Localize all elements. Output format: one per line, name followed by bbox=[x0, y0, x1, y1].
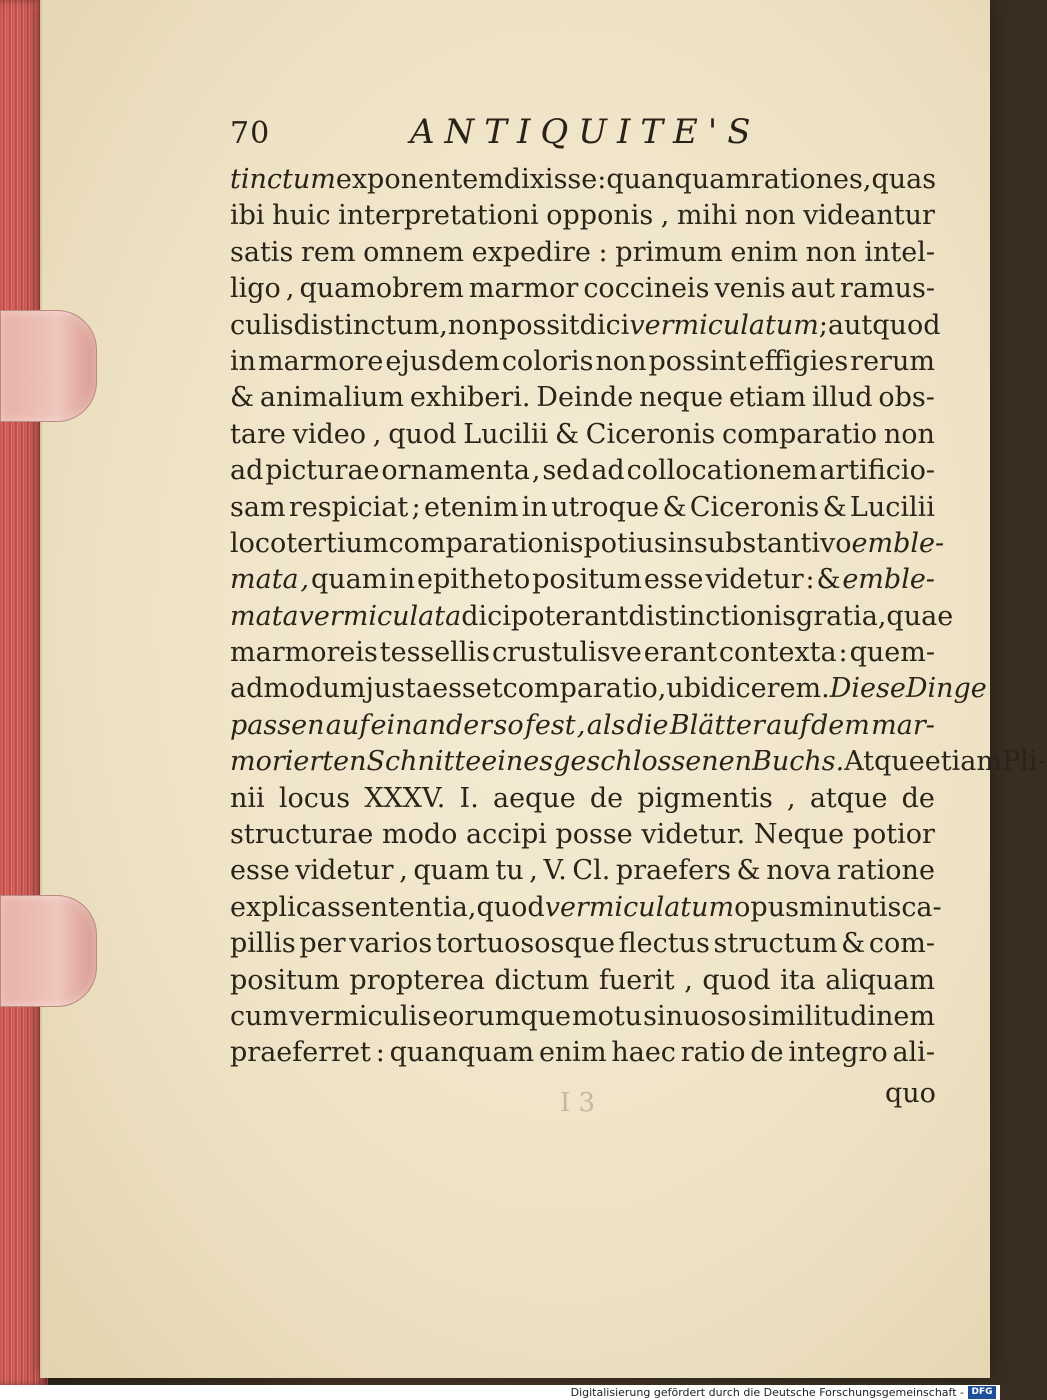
page-clip-bottom bbox=[0, 895, 97, 1007]
word: non bbox=[595, 345, 647, 377]
word: , bbox=[531, 455, 541, 487]
word: : bbox=[597, 164, 607, 195]
text-line bbox=[230, 999, 935, 1035]
word: sam bbox=[230, 491, 286, 523]
word: mar- bbox=[871, 709, 935, 741]
word: ; bbox=[411, 491, 421, 523]
word: rationes bbox=[750, 164, 863, 195]
word: non bbox=[447, 309, 499, 341]
word: , bbox=[862, 164, 872, 195]
word: varios bbox=[349, 928, 433, 960]
word: non bbox=[744, 200, 796, 232]
word: minutis bbox=[798, 891, 902, 923]
word: epitheto bbox=[417, 564, 531, 596]
word: crustulisve bbox=[491, 637, 642, 669]
word: rerum bbox=[850, 345, 935, 377]
word: , bbox=[657, 673, 667, 705]
word: : bbox=[838, 637, 848, 669]
word: ubi bbox=[666, 673, 710, 705]
word: quae bbox=[886, 600, 954, 632]
word: coccineis bbox=[583, 273, 710, 305]
word: distinctum bbox=[293, 309, 440, 341]
word: quas bbox=[871, 164, 937, 195]
word: haec bbox=[611, 1037, 676, 1069]
word: so bbox=[493, 709, 524, 741]
word: atque bbox=[809, 782, 888, 814]
word: fuerit bbox=[598, 964, 675, 996]
word: : bbox=[598, 236, 608, 268]
word: comparationis bbox=[388, 527, 584, 559]
word: & bbox=[816, 564, 841, 596]
word: dicerem. bbox=[709, 673, 830, 705]
word: dictum bbox=[494, 964, 590, 996]
word: V. bbox=[543, 855, 567, 887]
word: , bbox=[684, 964, 693, 996]
word: emble- bbox=[842, 564, 935, 596]
word: vermiculatum bbox=[544, 891, 735, 923]
word: & bbox=[230, 382, 255, 414]
word: tessellis bbox=[379, 637, 491, 669]
text-line bbox=[230, 271, 935, 307]
word: marmore bbox=[258, 345, 384, 377]
word: motu bbox=[572, 1000, 643, 1032]
footer-bar bbox=[0, 1385, 1000, 1400]
word: vermiculatum bbox=[629, 309, 819, 341]
word: tortuososque bbox=[435, 928, 615, 960]
word: quod bbox=[702, 964, 771, 996]
word: loco bbox=[230, 527, 287, 559]
word: artificio- bbox=[819, 455, 935, 487]
word: fest bbox=[524, 709, 576, 741]
word: die bbox=[626, 709, 669, 741]
word: , bbox=[877, 600, 887, 632]
word: ligo bbox=[230, 273, 281, 305]
word: , bbox=[372, 418, 382, 450]
word: poterant bbox=[510, 600, 629, 632]
word: distinctionis bbox=[628, 600, 796, 632]
word: , bbox=[576, 709, 586, 741]
text-line bbox=[230, 963, 935, 999]
word: mata bbox=[230, 600, 299, 632]
word: ibi bbox=[230, 200, 265, 232]
word: nii bbox=[230, 782, 265, 814]
word: possit bbox=[498, 309, 580, 341]
word: vermiculata bbox=[298, 600, 462, 632]
word: quam bbox=[310, 564, 388, 596]
dfg-logo: DFG bbox=[968, 1386, 996, 1399]
running-head: ANTIQUITE'S bbox=[410, 112, 761, 152]
word: & bbox=[822, 491, 847, 523]
text-line bbox=[230, 308, 941, 344]
word: Neque bbox=[753, 819, 845, 851]
word: neque bbox=[639, 382, 724, 414]
word: similitudinem bbox=[747, 1000, 935, 1032]
word: accipi bbox=[465, 819, 547, 851]
text-line bbox=[230, 1035, 935, 1071]
word: comparatio bbox=[502, 673, 658, 705]
text-line bbox=[230, 599, 954, 635]
word: esse bbox=[643, 564, 704, 596]
word: in bbox=[667, 527, 694, 559]
word: einander bbox=[370, 709, 493, 741]
word: dem bbox=[811, 709, 870, 741]
word: Deinde bbox=[536, 382, 634, 414]
word: potius bbox=[583, 527, 668, 559]
word: in bbox=[389, 564, 416, 596]
word: non bbox=[883, 418, 935, 450]
word: animalium bbox=[259, 382, 404, 414]
text-line bbox=[230, 635, 935, 671]
word: cum bbox=[230, 1000, 289, 1032]
word: , bbox=[285, 273, 295, 305]
word: Ciceronis bbox=[689, 491, 820, 523]
word: , bbox=[660, 200, 670, 232]
word: & bbox=[736, 855, 761, 887]
word: opponis bbox=[546, 200, 654, 232]
word: explicas bbox=[230, 891, 341, 923]
word: etenim bbox=[423, 491, 519, 523]
word: mihi bbox=[676, 200, 738, 232]
page-number: 70 bbox=[230, 116, 271, 151]
catchword: quo bbox=[885, 1078, 936, 1109]
footer-credit: Digitalisierung gefördert durch die Deutsche Forschungsgemeinschaft - bbox=[570, 1386, 964, 1399]
word: intel- bbox=[864, 236, 935, 268]
word: , bbox=[787, 782, 796, 814]
word: ornamenta bbox=[381, 455, 530, 487]
word: eines bbox=[481, 746, 554, 778]
word: , bbox=[529, 855, 538, 887]
text-line bbox=[230, 380, 935, 416]
word: marmoreis bbox=[230, 637, 378, 669]
word: eorumque bbox=[432, 1000, 571, 1032]
word: geschlossenen bbox=[553, 746, 753, 778]
signature-mark: I 3 bbox=[560, 1088, 596, 1118]
word: esset bbox=[432, 673, 503, 705]
word: Dinge bbox=[905, 673, 987, 705]
word: in bbox=[521, 491, 548, 523]
word: aut bbox=[827, 309, 873, 341]
word: ; bbox=[818, 309, 828, 341]
word: huic bbox=[272, 200, 331, 232]
text-line bbox=[230, 453, 935, 489]
word: esse bbox=[230, 855, 290, 887]
text-line bbox=[230, 417, 935, 453]
word: Blätter bbox=[669, 709, 765, 741]
word: etiam bbox=[728, 382, 807, 414]
text-line bbox=[230, 744, 1047, 780]
text-line bbox=[230, 235, 935, 271]
word: Cl. bbox=[572, 855, 611, 887]
word: satis bbox=[230, 236, 294, 268]
word: possint bbox=[648, 345, 747, 377]
word: obs- bbox=[878, 382, 935, 414]
word: aeque bbox=[492, 782, 576, 814]
word: Pli- bbox=[1001, 746, 1047, 778]
word: nova bbox=[766, 855, 832, 887]
page-clip-top bbox=[0, 310, 97, 422]
text-line bbox=[230, 708, 935, 744]
word: ca- bbox=[901, 891, 942, 923]
word: structum bbox=[713, 928, 838, 960]
word: erant bbox=[643, 637, 717, 669]
word: ejusdem bbox=[385, 345, 500, 377]
word: als bbox=[586, 709, 626, 741]
text-line bbox=[230, 562, 935, 598]
word: , bbox=[300, 564, 310, 596]
text-line bbox=[230, 490, 935, 526]
word: coloris bbox=[501, 345, 594, 377]
word: quanquam bbox=[606, 164, 751, 195]
word: videantur bbox=[803, 200, 935, 232]
word: non bbox=[805, 236, 857, 268]
word: morierten bbox=[230, 746, 367, 778]
word: sententia bbox=[340, 891, 468, 923]
word: quamobrem bbox=[299, 273, 464, 305]
word: gratia bbox=[795, 600, 878, 632]
word: tinctum bbox=[230, 164, 336, 195]
word: ad bbox=[230, 455, 264, 487]
word: Lucilii bbox=[849, 491, 935, 523]
word: dici bbox=[579, 309, 630, 341]
word: & bbox=[554, 418, 579, 450]
word: opus bbox=[734, 891, 799, 923]
word: ita bbox=[780, 964, 816, 996]
word: ali- bbox=[892, 1037, 935, 1069]
word: per bbox=[299, 928, 346, 960]
word: contexta bbox=[718, 637, 837, 669]
word: video bbox=[292, 418, 367, 450]
page-header bbox=[230, 112, 950, 162]
word: vermiculis bbox=[289, 1000, 432, 1032]
body-text bbox=[230, 162, 1047, 1072]
word: pillis bbox=[230, 928, 296, 960]
word: emble- bbox=[851, 527, 945, 559]
text-line bbox=[230, 162, 935, 198]
word: de bbox=[589, 782, 624, 814]
word: de bbox=[750, 1037, 784, 1069]
word: quanquam bbox=[389, 1037, 535, 1069]
text-line bbox=[230, 926, 935, 962]
word: flectus bbox=[618, 928, 710, 960]
word: structurae bbox=[230, 819, 374, 851]
word: comparatio bbox=[722, 418, 878, 450]
word: videtur. bbox=[641, 819, 746, 851]
word: primum bbox=[615, 236, 723, 268]
word: quod bbox=[476, 891, 545, 923]
text-line bbox=[230, 853, 935, 889]
text-line bbox=[230, 671, 987, 707]
word: admodum bbox=[230, 673, 366, 705]
word: dici bbox=[461, 600, 511, 632]
word: aut bbox=[790, 273, 835, 305]
word: praefers bbox=[615, 855, 731, 887]
word: & bbox=[841, 928, 866, 960]
word: I. bbox=[459, 782, 479, 814]
word: Atque bbox=[844, 746, 925, 778]
word: exponentem bbox=[335, 164, 504, 195]
word: pigmentis bbox=[637, 782, 773, 814]
word: quod bbox=[872, 309, 941, 341]
word: Buchs. bbox=[752, 746, 845, 778]
word: ad bbox=[591, 455, 625, 487]
word: venis bbox=[714, 273, 786, 305]
word: interpretationi bbox=[338, 200, 539, 232]
word: quem- bbox=[849, 637, 935, 669]
word: sinuoso bbox=[643, 1000, 747, 1032]
text-line bbox=[230, 890, 942, 926]
word: Diese bbox=[829, 673, 906, 705]
word: videtur bbox=[705, 564, 804, 596]
word: integro bbox=[788, 1037, 888, 1069]
word: effigies bbox=[748, 345, 849, 377]
word: quam bbox=[413, 855, 490, 887]
word: omnem bbox=[363, 236, 464, 268]
word: enim bbox=[538, 1037, 607, 1069]
word: substantivo bbox=[693, 527, 852, 559]
word: Schnitte bbox=[366, 746, 482, 778]
word: enim bbox=[730, 236, 798, 268]
word: in bbox=[230, 345, 257, 377]
text-line bbox=[230, 526, 945, 562]
word: : bbox=[805, 564, 815, 596]
word: Ciceronis bbox=[585, 418, 716, 450]
word: marmor bbox=[468, 273, 579, 305]
word: sed bbox=[542, 455, 590, 487]
word: mata bbox=[230, 564, 299, 596]
word: aliquam bbox=[825, 964, 935, 996]
word: illud bbox=[811, 382, 873, 414]
word: respiciat bbox=[288, 491, 409, 523]
word: tare bbox=[230, 418, 286, 450]
word: propterea bbox=[349, 964, 485, 996]
word: dixisse bbox=[503, 164, 598, 195]
word: tu bbox=[495, 855, 524, 887]
word: , bbox=[467, 891, 477, 923]
word: videtur bbox=[295, 855, 394, 887]
word: ratio bbox=[680, 1037, 746, 1069]
word: tertium bbox=[286, 527, 389, 559]
word: auf bbox=[325, 709, 370, 741]
word: ramus- bbox=[840, 273, 935, 305]
word: picturae bbox=[265, 455, 380, 487]
word: Lucilii bbox=[463, 418, 549, 450]
word: passen bbox=[230, 709, 325, 741]
word: , bbox=[439, 309, 448, 341]
word: expedire bbox=[471, 236, 591, 268]
word: praeferret bbox=[230, 1037, 371, 1069]
text-line bbox=[230, 344, 935, 380]
word: com- bbox=[868, 928, 935, 960]
word: potior bbox=[852, 819, 935, 851]
word: positum bbox=[230, 964, 340, 996]
word: justa bbox=[365, 673, 433, 705]
word: quod bbox=[388, 418, 457, 450]
word: ratione bbox=[836, 855, 935, 887]
word: exhiberi. bbox=[409, 382, 531, 414]
word: , bbox=[399, 855, 408, 887]
text-line bbox=[230, 198, 935, 234]
word: positum bbox=[532, 564, 642, 596]
word: collocationem bbox=[626, 455, 818, 487]
word: de bbox=[901, 782, 935, 814]
word: auf bbox=[766, 709, 810, 741]
word: modo bbox=[381, 819, 458, 851]
word: locus bbox=[278, 782, 351, 814]
word: etiam bbox=[924, 746, 1002, 778]
word: utroque bbox=[551, 491, 660, 523]
word: posse bbox=[555, 819, 633, 851]
word: rem bbox=[300, 236, 356, 268]
word: culis bbox=[230, 309, 294, 341]
text-line bbox=[230, 817, 935, 853]
word: XXXV. bbox=[364, 782, 446, 814]
word: : bbox=[375, 1037, 385, 1069]
word: & bbox=[662, 491, 687, 523]
text-line bbox=[230, 781, 935, 817]
